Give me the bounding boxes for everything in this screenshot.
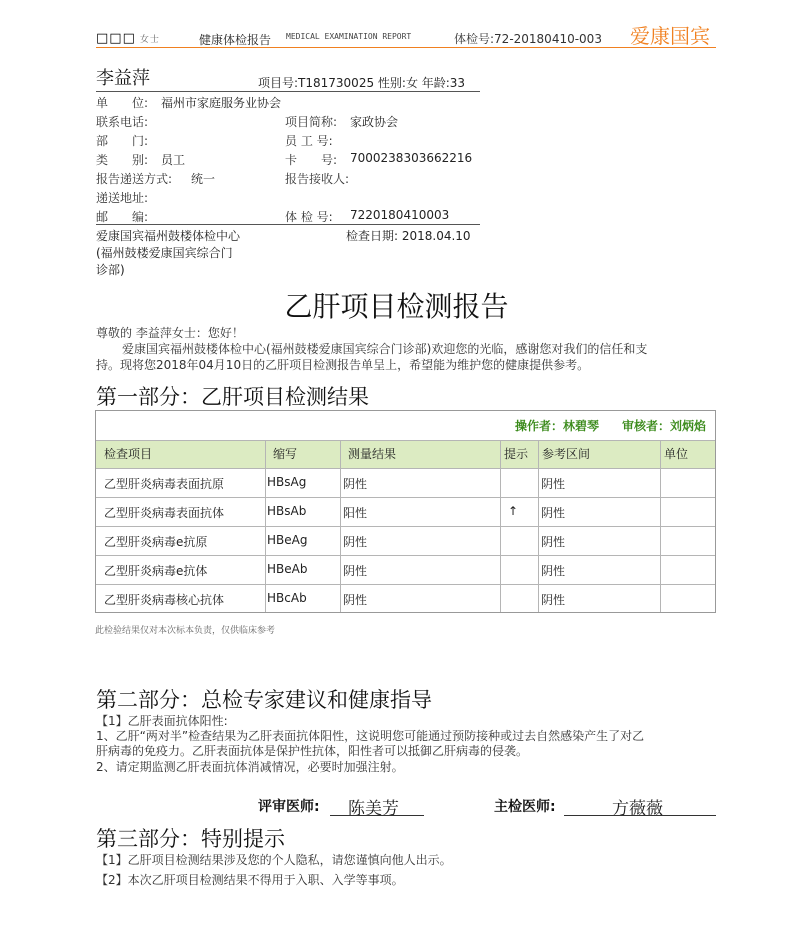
brand-logo: 爱康国宾 [630, 24, 710, 48]
table-signoff-row [96, 411, 715, 440]
cell-hint-up-arrow-icon: ↑ [508, 504, 519, 518]
report-title: 乙肝项目检测报告 [284, 290, 509, 323]
table-grid-line [660, 440, 661, 612]
phone-label: 联系电话: [96, 115, 149, 129]
reviewer-doctor-label: 评审医师: [258, 799, 320, 815]
cell-result: 阴性 [343, 535, 368, 549]
cell-unit [660, 584, 715, 613]
postcode-label: 邮 编: [96, 210, 149, 224]
address-label: 递送地址: [96, 191, 149, 205]
table-grid-line [96, 468, 715, 469]
center-line2: (福州鼓楼爱康国宾综合门 [96, 246, 233, 260]
cell-hint [500, 526, 538, 555]
unit-value: 福州市家庭服务业协会 [161, 96, 282, 110]
reviewer-signature-line [330, 815, 424, 816]
category-value: 员工 [161, 153, 186, 167]
cell-ref: 阴性 [541, 506, 566, 520]
part2-line2: 肝病毒的免疫力。乙肝表面抗体是保护性抗体，阳性者可以抵御乙肝病毒的侵袭。 [96, 744, 529, 758]
chief-signature-line [564, 815, 716, 816]
cell-abbr: HBsAb [267, 504, 307, 518]
col-header-abbr: 缩写 [273, 447, 298, 461]
header-title: 健康体检报告 [199, 33, 272, 47]
check-date: 检查日期: 2018.04.10 [346, 229, 471, 243]
delivery-method-value: 统一 [191, 172, 216, 186]
col-header-item: 检查项目 [104, 447, 153, 461]
intro-line2: 持。现将您2018年04月10日的乙肝项目检测报告单呈上，希望能为维护您的健康提供参考。 [96, 358, 590, 372]
receiver-label: 报告接收人: [285, 172, 350, 186]
cell-item: 乙型肝炎病毒e抗体 [104, 564, 208, 578]
cell-unit [660, 468, 715, 497]
cell-ref: 阴性 [541, 564, 566, 578]
header-title-en: MEDICAL EXAMINATION REPORT [286, 32, 412, 41]
employee-no-label: 员 工 号: [285, 134, 333, 148]
chief-doctor-signature: 方薇薇 [612, 799, 663, 819]
table-grid-line [96, 440, 715, 441]
category-label: 类 别: [96, 153, 149, 167]
cell-ref: 阴性 [541, 593, 566, 607]
project-short-label: 项目简称: [285, 115, 338, 129]
header-squares: □□□ 女士 [96, 31, 160, 46]
card-value: 7000238303662216 [350, 151, 473, 165]
part2-title: 第二部分：总检专家建议和健康指导 [96, 688, 432, 712]
center-line1: 爱康国宾福州鼓楼体检中心 [96, 229, 241, 243]
cell-abbr: HBsAg [267, 475, 307, 489]
results-table [95, 410, 716, 613]
part2-line1: 1、乙肝“两对半”检查结果为乙肝表面抗体阳性，这说明您可能通过预防接种或过去自然感染产生了对乙 [96, 729, 645, 743]
table-grid-line [538, 440, 539, 612]
part3-line1: 【1】乙肝项目检测结果涉及您的个人隐私，请您谨慎向他人出示。 [96, 853, 452, 867]
cell-hint [500, 468, 538, 497]
cell-abbr: HBeAb [267, 562, 308, 576]
reviewer-label: 审核者：刘炳焰 [622, 419, 707, 433]
part3-title: 第三部分：特别提示 [96, 827, 285, 851]
cell-result: 阴性 [343, 477, 368, 491]
cell-item: 乙型肝炎病毒e抗原 [104, 535, 208, 549]
cell-unit [660, 526, 715, 555]
cell-unit [660, 555, 715, 584]
unit-label: 单 位: [96, 96, 149, 110]
reviewer-doctor-signature: 陈美芳 [348, 799, 399, 819]
col-header-unit: 单位 [664, 447, 689, 461]
table-disclaimer: 此检验结果仅对本次标本负责，仅供临床参考 [95, 626, 276, 636]
header-divider [96, 47, 716, 48]
table-grid-line [265, 440, 266, 612]
exam-no-value: 7220180410003 [350, 208, 450, 222]
col-header-ref: 参考区间 [542, 447, 591, 461]
cell-unit [660, 497, 715, 526]
table-grid-line [96, 584, 715, 585]
cell-hint [500, 555, 538, 584]
card-label: 卡 号: [285, 153, 338, 167]
table-grid-line [96, 497, 715, 498]
col-header-hint: 提示 [504, 447, 529, 461]
operator-label: 操作者：林碧琴 [515, 419, 600, 433]
cell-item: 乙型肝炎病毒核心抗体 [104, 593, 225, 607]
part2-line3: 2、请定期监测乙肝表面抗体消减情况，必要时加强注射。 [96, 760, 404, 774]
center-line3: 诊部) [96, 263, 125, 277]
cell-result: 阴性 [343, 564, 368, 578]
cell-abbr: HBeAg [267, 533, 308, 547]
part2-heading: 【1】乙肝表面抗体阳性: [96, 714, 228, 728]
delivery-method-label: 报告递送方式: [96, 172, 173, 186]
intro-greeting: 尊敬的 李益萍女士：您好！ [96, 326, 244, 340]
cell-ref: 阴性 [541, 535, 566, 549]
header-honorific: 女士 [139, 35, 160, 45]
patient-divider-bottom [96, 224, 480, 225]
cell-abbr: HBcAb [267, 591, 307, 605]
table-grid-line [500, 440, 501, 612]
part3-line2: 【2】本次乙肝项目检测结果不得用于入职、入学等事项。 [96, 873, 404, 887]
table-grid-line [96, 555, 715, 556]
exam-no-label: 体 检 号: [285, 210, 333, 224]
patient-project-line: 项目号:T181730025 性别:女 年龄:33 [258, 76, 466, 90]
patient-divider-top [96, 91, 480, 92]
dept-label: 部 门: [96, 134, 149, 148]
cell-item: 乙型肝炎病毒表面抗原 [104, 477, 225, 491]
col-header-result: 测量结果 [348, 447, 397, 461]
chief-doctor-label: 主检医师: [494, 799, 556, 815]
intro-line1: 爱康国宾福州鼓楼体检中心(福州鼓楼爱康国宾综合门诊部)欢迎您的光临，感谢您对我们的信任和支 [122, 342, 648, 356]
cell-result: 阳性 [343, 506, 368, 520]
project-short-value: 家政协会 [350, 115, 399, 129]
table-grid-line [340, 440, 341, 612]
cell-hint [500, 584, 538, 613]
cell-item: 乙型肝炎病毒表面抗体 [104, 506, 225, 520]
part1-title: 第一部分：乙肝项目检测结果 [96, 385, 369, 409]
patient-name: 李益萍 [96, 68, 150, 89]
header-exam-no: 体检号:72-20180410-003 [454, 32, 602, 46]
table-grid-line [96, 526, 715, 527]
cell-result: 阴性 [343, 593, 368, 607]
cell-ref: 阴性 [541, 477, 566, 491]
